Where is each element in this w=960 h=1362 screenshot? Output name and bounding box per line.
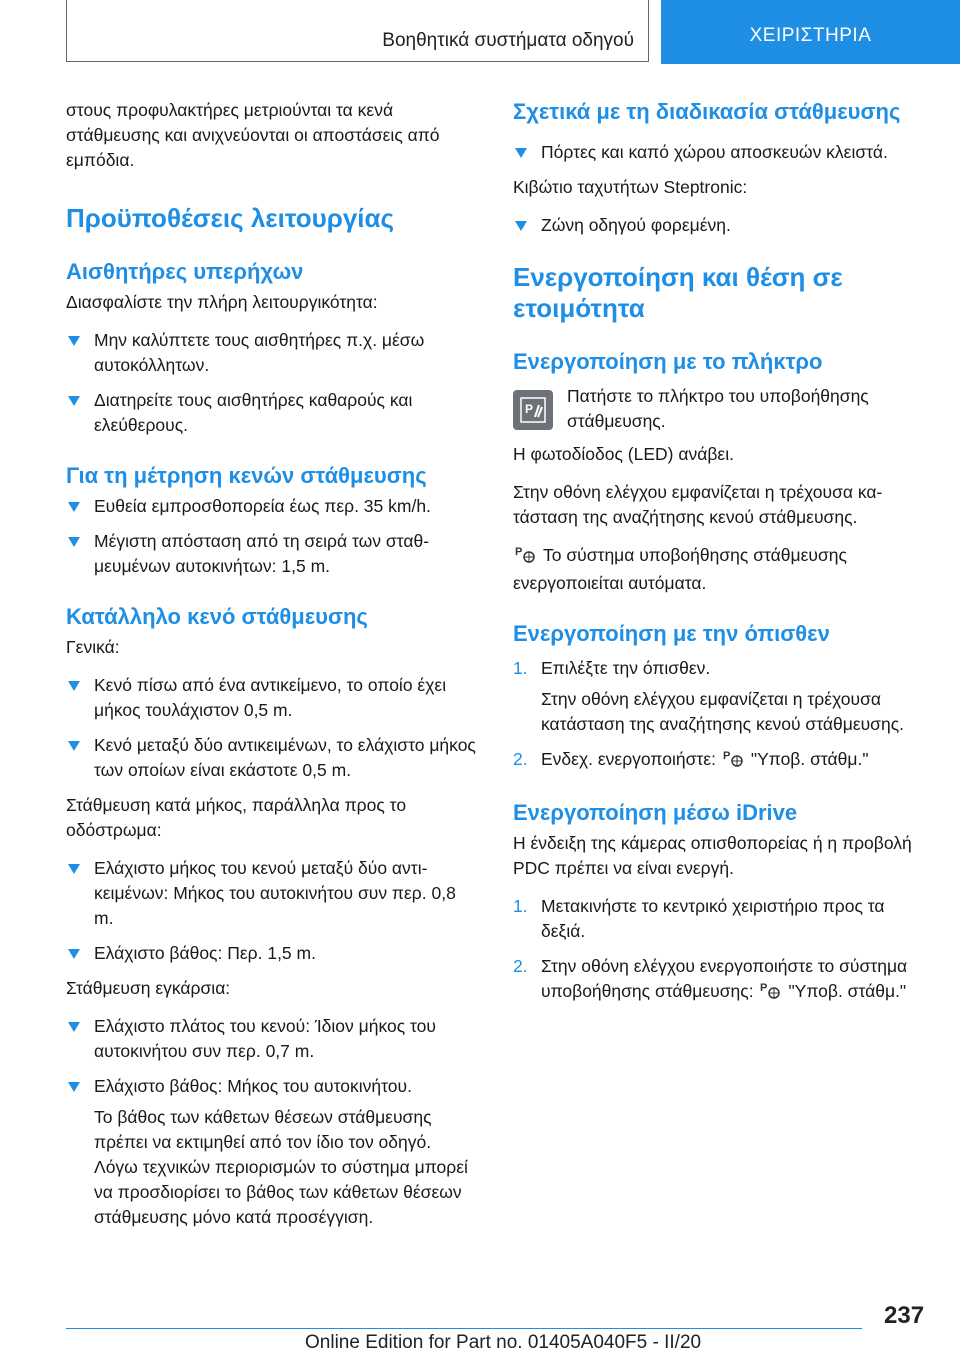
parking-assist-icon (723, 748, 745, 775)
parking-assist-icon (760, 980, 782, 1007)
numbered-list (513, 656, 927, 775)
page-header (66, 0, 960, 64)
paragraph: Στάθμευση κατά μήκος, παράλληλα προς το οδόστρωμα: (66, 795, 407, 840)
bullet-list (66, 1014, 478, 1230)
section-ultrasonic-sensors (66, 258, 478, 438)
subheading-suitable-space: Κατάλληλο κενό στάθμευσης (66, 604, 368, 629)
list-item: Ευθεία εμπροσθοπορεία έως περ. 35 km/h. (66, 494, 478, 519)
page-number: 237 (884, 1302, 925, 1329)
paragraph: Η φωτοδίοδος (LED) ανάβει. (513, 444, 734, 464)
section-parking-procedure (513, 98, 927, 238)
bullet-icon (68, 949, 80, 959)
subheading-measuring-spaces: Για τη μέτρηση κενών στάθμευσης (66, 463, 427, 488)
svg-text:P: P (515, 546, 523, 558)
list-item: Μην καλύπτετε τους αισθητήρες π.χ. μέσω αυτοκόλλητων. (66, 328, 478, 378)
section-activation-idrive (513, 799, 927, 1007)
subheading-activation-reverse: Ενεργοποίηση με την όπισθεν (513, 621, 830, 646)
section-activation-button (513, 348, 927, 596)
paragraph: Πατήστε το πλήκτρο του υποβοήθησης στάθμευσης. (567, 386, 869, 431)
section-suitable-space (66, 603, 478, 1230)
button-instruction (513, 384, 927, 434)
left-column (66, 98, 478, 1240)
intro-text: στους προφυλακτήρες μετριούνται τα κενά στάθμευσης και ανιχνεύονται οι αποστάσεις από εμπόδια. (66, 100, 440, 170)
bullet-icon (68, 336, 80, 346)
chapter-title: Βοηθητικά συστήματα οδηγού (382, 30, 634, 51)
list-item: 2. Ενδεχ. ενεργοποιήστε: P "Υποβ. στάθμ." (513, 747, 927, 775)
list-item: 1. Μετακινήστε το κεντρικό χειριστήριο προς τα δεξιά. (513, 896, 885, 941)
list-item-note: Στην οθόνη ελέγχου εμφανίζεται η τρέχουσα κατάσταση της αναζήτησης κενού στάθμευσης. (541, 689, 905, 734)
list-item-note: Το βάθος των κάθετων θέσεων στάθμευσης πρέπει να εκτιμηθεί από τον ίδιο τον οδηγό. Λόγω τεχνικών περιορισμών το σύστημα μπορεί να προσδιορίσει το βάθος των κάθετων θέσεων στάθμευσης μόνο κατά προσέγγιση. (94, 1107, 468, 1227)
list-item: 2. Στην οθόνη ελέγχου ενεργοποιήστε το σύστημα υποβοήθησης στάθμευσης: P "Υποβ. στάθμ." (513, 954, 927, 1007)
section-activation-reverse (513, 620, 927, 775)
parking-assist-icon (515, 544, 537, 571)
bullet-list (66, 494, 478, 579)
bullet-icon (68, 1022, 80, 1032)
list-item: Ελάχιστο βάθος: Μήκος του αυτοκινήτου. Το βάθος των κάθετων θέσεων στάθμευσης πρέπει να εκτιμηθεί από τον ίδιο τον οδηγό. Λόγω τεχνικών περιορισμών το σύστημα μπορεί να προσδιορίσει το βάθος των κάθετων θέσεων στάθμευσης μόνο κατά προσέγγιση. (66, 1074, 478, 1230)
bullet-icon (515, 221, 527, 231)
bullet-icon (68, 864, 80, 874)
section-measuring-spaces (66, 462, 478, 579)
bullet-icon (68, 1082, 80, 1092)
svg-text:P: P (760, 982, 768, 994)
bullet-icon (68, 502, 80, 512)
right-column (513, 98, 927, 1017)
subheading-activation-idrive: Ενεργοποίηση μέσω iDrive (513, 800, 798, 825)
bullet-icon (68, 537, 80, 547)
bullet-icon (515, 148, 527, 158)
bullet-icon (68, 741, 80, 751)
bullet-list (513, 140, 927, 165)
bullet-icon (68, 396, 80, 406)
svg-text:P: P (525, 402, 534, 416)
list-item: Ελάχιστο βάθος: Περ. 1,5 m. (66, 941, 478, 966)
list-item: Ελάχιστο μήκος του κενού μεταξύ δύο αντικειμένων: Μήκος του αυτοκινήτου συν περ. 0,8 m. (66, 856, 478, 931)
list-item: Ζώνη οδηγού φορεμένη. (513, 213, 927, 238)
list-item: Κενό πίσω από ένα αντικείμενο, το οποίο έχει μήκος τουλάχιστον 0,5 m. (66, 673, 478, 723)
paragraph: Η ένδειξη της κάμερας οπισθοπορείας ή η προβολή PDC πρέπει να είναι ενεργή. (513, 833, 912, 878)
parking-assist-button-icon (513, 390, 553, 430)
footer-edition-text: Online Edition for Part no. 01405A040F5 - II/20 (305, 1332, 702, 1353)
bullet-icon (68, 681, 80, 691)
paragraph: Γενικά: (66, 637, 120, 657)
paragraph: Κιβώτιο ταχυτήτων Steptronic: (513, 177, 748, 197)
list-item: Πόρτες και καπό χώρου αποσκευών κλειστά. (513, 140, 927, 165)
header-frame (66, 0, 649, 62)
bullet-list (66, 328, 478, 438)
heading-operating-requirements: Προϋποθέσεις λειτουργίας (66, 203, 395, 233)
footer-divider (66, 1328, 862, 1329)
list-item: Διατηρείτε τους αισθητήρες καθαρούς και ελεύθερους. (66, 388, 478, 438)
list-item: Ελάχιστο πλάτος του κενού: Ίδιον μήκος του αυτοκινήτου συν περ. 0,7 m. (66, 1014, 478, 1064)
list-item: Κενό μεταξύ δύο αντικειμένων, το ελάχιστο μήκος των οποίων είναι εκάστοτε 0,5 m. (66, 733, 478, 783)
subheading-activation-button: Ενεργοποίηση με το πλήκτρο (513, 349, 823, 374)
heading-activation: Ενεργοποίηση και θέση σε ετοιμότητα (513, 262, 843, 323)
svg-text:P: P (722, 750, 731, 762)
paragraph: Στην οθόνη ελέγχου εμφανίζεται η τρέχουσα κατάσταση της αναζήτησης κενού στάθμευσης. (513, 482, 883, 527)
list-item: 1. Επιλέξτε την όπισθεν. Στην οθόνη ελέγχου εμφανίζεται η τρέχουσα κατάσταση της αναζήτησης κενού στάθμευσης. (513, 656, 927, 737)
subheading-parking-procedure: Σχετικά με τη διαδικασία στάθμευσης (513, 99, 901, 124)
paragraph: Διασφαλίστε την πλήρη λειτουργικότητα: (66, 292, 378, 312)
paragraph: Στάθμευση εγκάρσια: (66, 978, 231, 998)
bullet-list (66, 856, 478, 966)
bullet-list (513, 213, 927, 238)
subheading-ultrasonic-sensors: Αισθητήρες υπερήχων (66, 259, 304, 284)
paragraph: P Το σύστημα υποβοήθησης στάθμευσης ενεργοποιείται αυτόματα. (513, 545, 847, 593)
section-tab: ΧΕΙΡΙΣΤΗΡΙΑ (661, 0, 960, 64)
list-item: Μέγιστη απόσταση από τη σειρά των σταθμευμένων αυτοκινήτων: 1,5 m. (66, 529, 478, 579)
numbered-list (513, 894, 927, 1007)
bullet-list (66, 673, 478, 783)
